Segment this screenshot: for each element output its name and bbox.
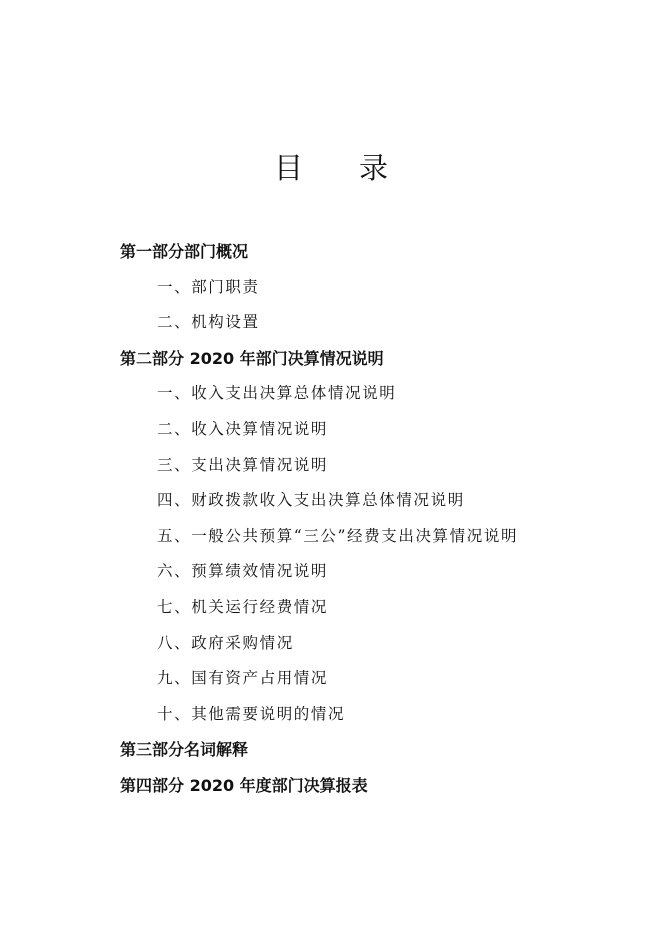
toc-part-2[interactable]: 第二部分 2020 年部门决算情况说明	[120, 348, 384, 368]
toc-part-4[interactable]: 第四部分 2020 年度部门决算报表	[120, 775, 368, 795]
toc-title-char-2: 录	[359, 151, 389, 185]
toc-title	[0, 148, 662, 188]
toc-title-char-1: 目	[273, 151, 303, 185]
toc-item-fiscal-appropriation[interactable]: 四、财政拨款收入支出决算总体情况说明	[157, 491, 465, 510]
toc-item-three-public-expenses[interactable]: 五、一般公共预算“三公”经费支出决算情况说明	[157, 526, 519, 545]
toc-item-income-expenditure-overview[interactable]: 一、收入支出决算总体情况说明	[157, 384, 397, 403]
toc-item-organization-setup[interactable]: 二、机构设置	[157, 313, 260, 332]
toc-item-budget-performance[interactable]: 六、预算绩效情况说明	[157, 562, 329, 581]
toc-item-operating-expenses[interactable]: 七、机关运行经费情况	[157, 597, 329, 616]
toc-part-1[interactable]: 第一部分部门概况	[120, 242, 249, 261]
toc-item-government-procurement[interactable]: 八、政府采购情况	[157, 633, 294, 652]
toc-list	[120, 234, 640, 804]
toc-item-state-assets[interactable]: 九、国有资产占用情况	[157, 669, 329, 688]
toc-item-other-notes[interactable]: 十、其他需要说明的情况	[157, 704, 346, 723]
toc-item-expenditure-final-accounts[interactable]: 三、支出决算情况说明	[157, 455, 329, 474]
toc-item-department-duties[interactable]: 一、部门职责	[157, 277, 260, 296]
toc-part-3[interactable]: 第三部分名词解释	[120, 740, 249, 760]
toc-item-income-final-accounts[interactable]: 二、收入决算情况说明	[157, 419, 329, 438]
